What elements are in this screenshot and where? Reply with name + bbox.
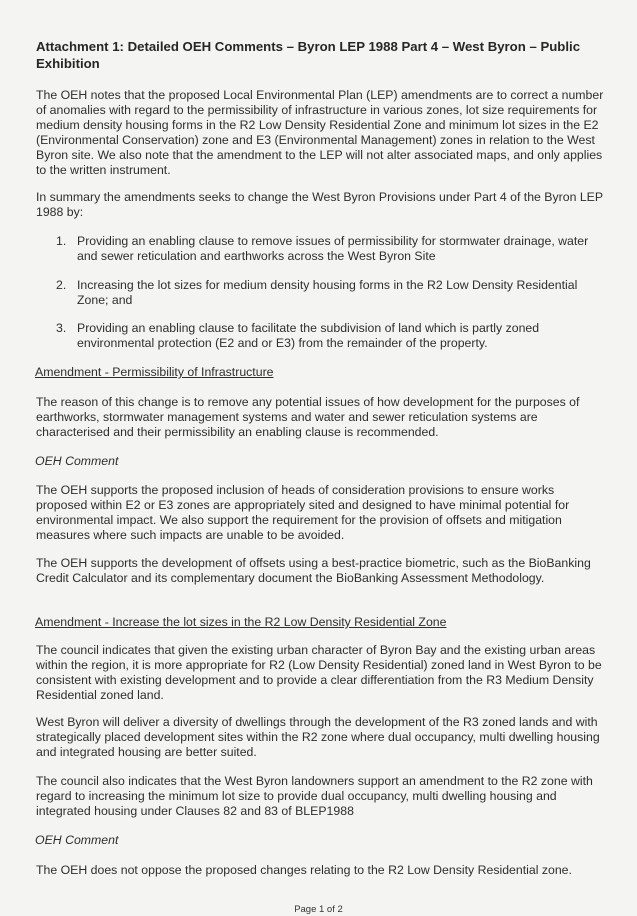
- oeh-comment-label: OEH Comment: [35, 833, 119, 847]
- comment-paragraph: The OEH supports the proposed inclusion of heads of consideration provisions to ensure works proposed within E2 or E3 zones are appropriately sited and designed to have minimal potential for environmental impact. We also support the requirement for the provision of offsets and mitigation measures where such impacts are unable to be avoided.: [36, 483, 570, 542]
- section-paragraph: The reason of this change is to remove any potential issues of how development for the purposes of earthworks, stormwater management systems and water and sewer reticulation systems are characterised and their permissibility an enabling clause is recommended.: [36, 395, 580, 439]
- page-footer: Page 1 of 2: [294, 904, 343, 915]
- list-number: 2.: [56, 278, 67, 292]
- comment-paragraph: The OEH supports the development of offsets using a best-practice biometric, such as the BioBanking Credit Calculator and its complementary document the BioBanking Assessment Methodology.: [36, 556, 591, 585]
- comment-paragraph: The OEH does not oppose the proposed changes relating to the R2 Low Density Residential zone.: [36, 863, 572, 877]
- section-paragraph: West Byron will deliver a diversity of dwellings through the development of the R3 zoned lands and with strategically placed development sites within the R2 zone where dual occupancy, multi dwelling housing and integrated housing are better suited.: [36, 715, 600, 759]
- oeh-comment-label: OEH Comment: [35, 454, 119, 468]
- section-heading-lot-sizes: Amendment - Increase the lot sizes in the R2 Low Density Residential Zone: [35, 615, 447, 629]
- list-text: Providing an enabling clause to facilitate the subdivision of land which is partly zoned environmental protection (E2 and or E3) from the remainder of the property.: [77, 321, 540, 350]
- list-number: 3.: [56, 321, 67, 335]
- section-heading-infrastructure: Amendment - Permissibility of Infrastructure: [35, 365, 274, 379]
- intro-paragraph: The OEH notes that the proposed Local Environmental Plan (LEP) amendments are to correct a number of anomalies with regard to the permissibility of infrastructure in various zones, lot size requirements for medium density housing forms in the R2 Low Density Residential Zone and minimum lot sizes in the E2 (Environmental Conservation) zone and E3 (Environmental Management) zones in relation to the West Byron site. We also note that the amendment to the LEP will not alter associated maps, and only applies to the written instrument.: [36, 88, 604, 177]
- page-title: Attachment 1: Detailed OEH Comments – Byron LEP 1988 Part 4 – West Byron – Public Exhibition: [36, 39, 581, 71]
- list-text: Providing an enabling clause to remove issues of permissibility for stormwater drainage, water and sewer reticulation and earthworks across the West Byron Site: [77, 234, 589, 263]
- summary-paragraph: In summary the amendments seeks to change the West Byron Provisions under Part 4 of the Byron LEP 1988 by:: [36, 190, 603, 219]
- section-paragraph: The council indicates that given the existing urban character of Byron Bay and the existing urban areas within the region, it is more appropriate for R2 (Low Density Residential) zoned land in West Byron to be consistent with existing development and to provide a clear differentiation from the R3 Medium Density Residential zoned land.: [36, 643, 602, 702]
- list-number: 1.: [56, 234, 67, 248]
- section-paragraph: The council also indicates that the West Byron landowners support an amendment to the R2 zone with regard to increasing the minimum lot size to provide dual occupancy, multi dwelling housing and integrated housing under Clauses 82 and 83 of BLEP1988: [36, 774, 593, 818]
- list-text: Increasing the lot sizes for medium density housing forms in the R2 Low Density Residential Zone; and: [77, 278, 578, 307]
